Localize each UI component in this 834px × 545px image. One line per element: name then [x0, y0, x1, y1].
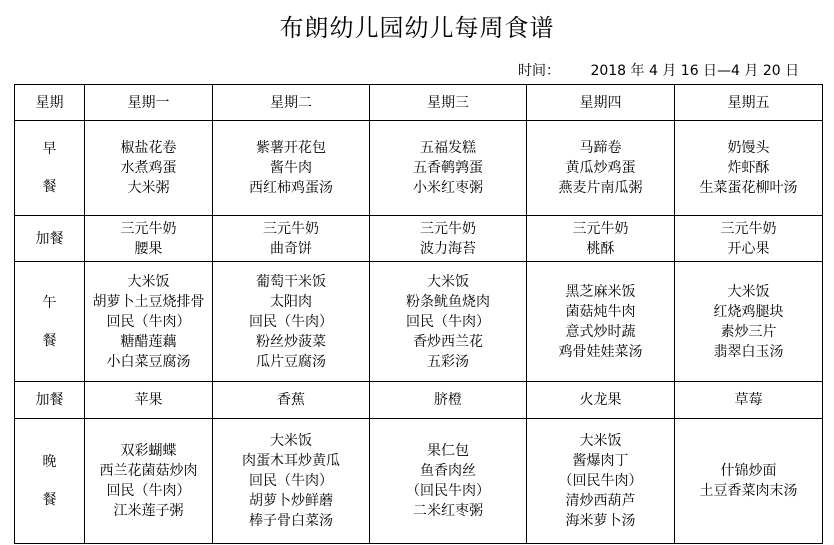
menu-cell	[85, 419, 213, 544]
dish-item: 开心果	[727, 240, 770, 257]
meal-label	[15, 262, 85, 382]
dish-item: 鸡骨娃娃菜汤	[558, 343, 643, 360]
dish-item: 三元牛奶	[720, 220, 777, 237]
menu-cell	[370, 382, 527, 419]
dish-item: 大米饭	[579, 433, 622, 449]
dish-item: 棒子骨白菜汤	[249, 513, 333, 529]
dish-item: 回民（牛肉）	[406, 313, 490, 330]
dish-item: 糖醋莲藕	[120, 333, 177, 350]
date-range	[518, 60, 799, 80]
dish-item: 回民（牛肉）	[106, 483, 191, 499]
date-label: 时间：	[518, 63, 560, 79]
dish-item: 奶馒头	[727, 140, 770, 156]
menu-cell	[213, 382, 370, 419]
dish-item: 大米饭	[270, 433, 312, 449]
dish-item: 回民（牛肉）	[249, 473, 333, 489]
menu-cell	[675, 121, 823, 216]
dish-item: 腰果	[134, 240, 163, 257]
dish-item: 鱼香肉丝	[420, 463, 476, 479]
dish-item: 三元牛奶	[572, 220, 629, 237]
corner-cell	[15, 85, 85, 121]
day-header: 星期四	[527, 85, 675, 121]
menu-cell	[527, 262, 675, 382]
menu-cell	[370, 419, 527, 544]
dish-item: 粉条鱿鱼烧肉	[406, 293, 490, 310]
menu-cell	[213, 419, 370, 544]
dish-item: 酱牛肉	[270, 160, 312, 176]
menu-cell	[370, 262, 527, 382]
dish-item: 意式炒时蔬	[565, 323, 636, 340]
meal-label	[15, 419, 85, 544]
meal-row	[15, 216, 823, 262]
dish-item: 草莓	[734, 392, 763, 408]
dish-item: 苹果	[134, 392, 163, 408]
menu-cell	[527, 382, 675, 419]
meal-label: 加餐	[15, 216, 85, 262]
dish-item: 黑芝麻米饭	[565, 283, 636, 300]
dish-item: 胡萝卜炒鲜蘑	[249, 493, 333, 509]
dish-item: 脐橙	[434, 392, 462, 408]
dish-item: 土豆香菜肉末汤	[699, 483, 798, 499]
dish-item: 粉丝炒菠菜	[256, 333, 326, 350]
dish-item: 五香鹌鹑蛋	[413, 160, 483, 176]
dish-item: （回民牛肉）	[558, 473, 643, 489]
menu-cell	[213, 216, 370, 262]
dish-item: 什锦炒面	[720, 463, 777, 479]
dish-item: 回民（牛肉）	[249, 313, 333, 330]
dish-item: 清炒西葫芦	[565, 493, 636, 509]
dish-item: 葡萄干米饭	[256, 273, 326, 290]
dish-item: 香炒西兰花	[413, 333, 483, 350]
dish-item: 菌菇炖牛肉	[565, 303, 636, 320]
meal-row	[15, 382, 823, 419]
dish-item: 燕麦片南瓜粥	[558, 180, 643, 196]
dish-item: 马蹄卷	[579, 140, 622, 156]
day-header: 星期二	[213, 85, 370, 121]
dish-item: 太阳肉	[270, 293, 312, 310]
menu-cell	[213, 121, 370, 216]
dish-item: 三元牛奶	[120, 220, 177, 237]
dish-item: 肉蛋木耳炒黄瓜	[242, 453, 340, 469]
menu-cell	[675, 262, 823, 382]
dish-item: 海米萝卜汤	[565, 513, 636, 529]
meal-row	[15, 419, 823, 544]
weekly-menu-table	[14, 84, 823, 544]
dish-item: 大米饭	[127, 273, 170, 290]
meal-label-char: 餐	[42, 332, 57, 349]
meal-label-char: 早	[42, 141, 57, 157]
dish-item: 炸虾酥	[727, 160, 770, 176]
dish-item: 紫薯开花包	[256, 140, 326, 156]
menu-cell	[675, 419, 823, 544]
menu-cell	[527, 216, 675, 262]
meal-label-char: 晚	[42, 454, 57, 470]
dish-item: 椒盐花卷	[120, 140, 177, 156]
meal-label: 加餐	[15, 382, 85, 419]
dish-item: 果仁包	[427, 443, 469, 459]
dish-item: 桃酥	[586, 240, 615, 257]
dish-item: 江米莲子粥	[113, 503, 184, 519]
dish-item: 三元牛奶	[263, 220, 319, 237]
meal-row	[15, 262, 823, 382]
menu-cell	[675, 216, 823, 262]
page-title: 布朗幼儿园幼儿每周食谱	[279, 14, 555, 42]
menu-cell	[213, 262, 370, 382]
dish-item: 大米饭	[427, 273, 469, 290]
dish-item: 翡翠白玉汤	[713, 343, 784, 360]
dish-item: 红烧鸡腿块	[713, 303, 784, 320]
dish-item: 小白菜豆腐汤	[106, 353, 191, 370]
menu-cell	[85, 216, 213, 262]
day-header: 星期一	[85, 85, 213, 121]
menu-cell	[370, 121, 527, 216]
dish-item: 回民（牛肉）	[106, 313, 191, 330]
dish-item: 曲奇饼	[270, 240, 312, 257]
meal-label	[15, 121, 85, 216]
meal-label-char: 午	[42, 294, 57, 311]
dish-item: 三元牛奶	[420, 220, 476, 237]
day-header: 星期三	[370, 85, 527, 121]
menu-cell	[85, 262, 213, 382]
dish-item: 西红柿鸡蛋汤	[249, 180, 333, 196]
meal-label-char: 餐	[42, 492, 57, 508]
dish-item: 大米粥	[127, 180, 170, 196]
dish-item: 双彩蝴蝶	[120, 443, 177, 459]
dish-item: 酱爆肉丁	[572, 453, 629, 469]
dish-item: 大米饭	[727, 283, 770, 300]
date-value: 2018 年 4 月 16 日—4 月 20 日	[590, 63, 800, 79]
dish-item: 瓜片豆腐汤	[256, 353, 326, 370]
menu-body	[15, 85, 823, 544]
dish-item: 二米红枣粥	[413, 503, 483, 519]
dish-item: 水煮鸡蛋	[120, 160, 177, 176]
dish-item: 生菜蛋花柳叶汤	[699, 180, 798, 196]
menu-cell	[370, 216, 527, 262]
dish-item: 素炒三片	[720, 323, 777, 340]
menu-cell	[675, 382, 823, 419]
dish-item: 小米红枣粥	[413, 180, 483, 196]
dish-item: 黄瓜炒鸡蛋	[565, 160, 636, 176]
dish-item: 胡萝卜土豆烧排骨	[92, 293, 205, 310]
dish-item: 五彩汤	[427, 353, 469, 370]
meal-row	[15, 121, 823, 216]
menu-cell	[85, 382, 213, 419]
dish-item: 火龙果	[579, 392, 622, 408]
corner-label: 星期	[35, 94, 64, 111]
dish-item: （回民牛肉）	[406, 483, 490, 499]
menu-cell	[85, 121, 213, 216]
day-header: 星期五	[675, 85, 823, 121]
dish-item: 香蕉	[277, 392, 305, 408]
header-row	[15, 85, 823, 121]
dish-item: 波力海苔	[420, 240, 476, 257]
dish-item: 西兰花菌菇炒肉	[99, 463, 198, 479]
meal-label-char: 餐	[42, 179, 57, 195]
dish-item: 五福发糕	[420, 140, 476, 156]
menu-cell	[527, 419, 675, 544]
menu-cell	[527, 121, 675, 216]
